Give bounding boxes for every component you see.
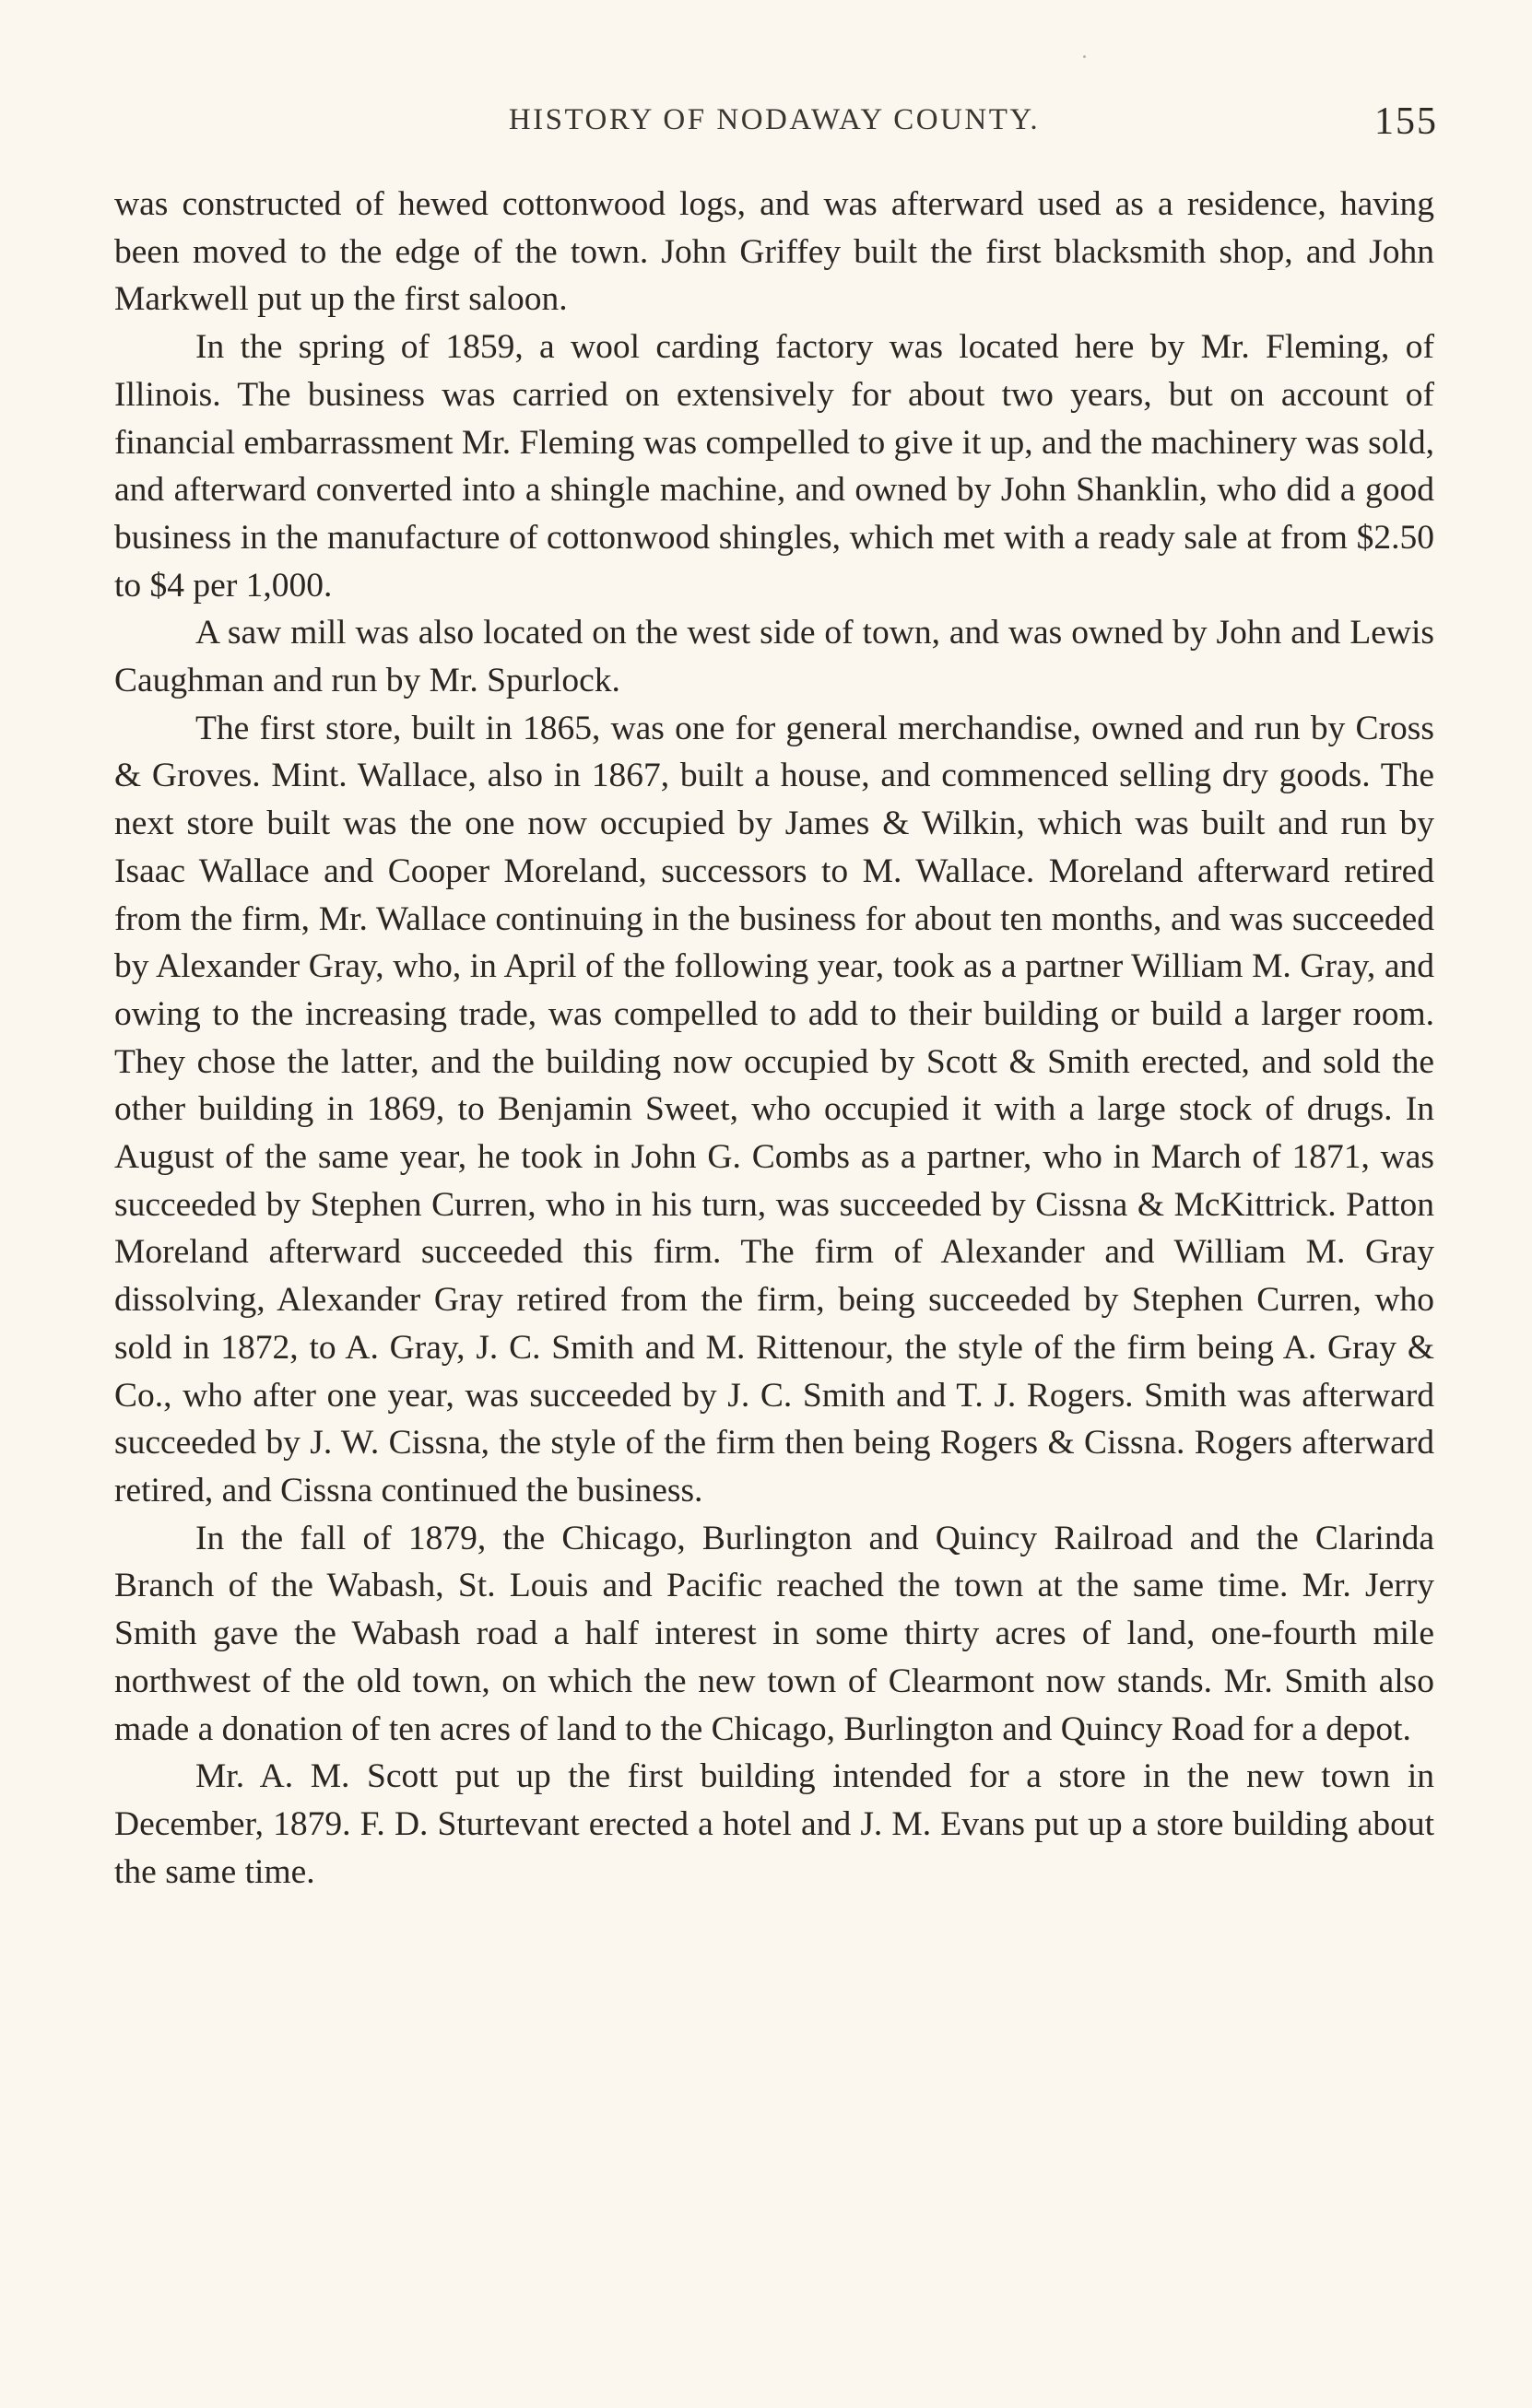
- paper-speck: [1083, 55, 1086, 58]
- running-title: HISTORY OF NODAWAY COUNTY.: [508, 103, 1041, 136]
- body-text: [114, 181, 1434, 1896]
- paragraph-continued: was constructed of hewed cottonwood logs, and was afterward used as a residence, having been moved to the edge of the town. John Griffey built the first blacksmith shop, and John Markwell put up the first saloon.: [114, 185, 1434, 319]
- paragraph-saw-mill: A saw mill was also located on the west side of town, and was owned by John and Lewis Caughman and run by Mr. Spurlock.: [114, 614, 1434, 700]
- paragraph-first-store: The first store, built in 1865, was one for general merchandise, owned and run by Cross & Groves. Mint. Wallace, also in 1867, built a house, and commenced selling dry goods. The next store built was the one now occupied by James & Wilkin, which was built and run by Isaac Wallace and Cooper Moreland, successors to M. Wallace. Moreland afterward retired from the firm, Mr. Wallace continuing in the business for about ten months, and was succeeded by Alexander Gray, who, in April of the following year, took as a partner William M. Gray, and owing to the increasing trade, was compelled to add to their building or build a larger room. They chose the latter, and the building now occupied by Scott & Smith erected, and sold the other building in 1869, to Benjamin Sweet, who occupied it with a large stock of drugs. In August of the same year, he took in John G. Combs as a partner, who in March of 1871, was succeeded by Stephen Curren, who in his turn, was succeeded by Cissna & McKittrick. Patton Moreland afterward succeeded this firm. The firm of Alexander and William M. Gray dissolving, Alexander Gray retired from the firm, being succeeded by Stephen Curren, who sold in 1872, to A. Gray, J. C. Smith and M. Rittenour, the style of the firm being A. Gray & Co., who after one year, was succeeded by J. C. Smith and T. J. Rogers. Smith was afterward succeeded by J. W. Cissna, the style of the firm then being Rogers & Cissna. Rogers afterward retired, and Cissna continued the business.: [114, 709, 1434, 1509]
- paragraph-railroad: In the fall of 1879, the Chicago, Burlington and Quincy Railroad and the Clarinda Branch of the Wabash, St. Louis and Pacific reached the town at the same time. Mr. Jerry Smith gave the Wabash road a half interest in some thirty acres of land, one-fourth mile northwest of the old town, on which the new town of Clearmont now stands. Mr. Smith also made a donation of ten acres of land to the Chicago, Burlington and Quincy Road for a depot.: [114, 1519, 1434, 1748]
- running-head: [111, 100, 1438, 159]
- page-number: 155: [1374, 100, 1438, 143]
- paragraph-new-town: Mr. A. M. Scott put up the first building intended for a store in the new town in December, 1879. F. D. Sturtevant erected a hotel and J. M. Evans put up a store building about the same time.: [114, 1757, 1434, 1891]
- paragraph-carding-factory: In the spring of 1859, a wool carding factory was located here by Mr. Fleming, of Illinois. The business was carried on extensively for about two years, but on account of financial embarrassment Mr. Fleming was compelled to give it up, and the machinery was sold, and afterward converted into a shingle machine, and owned by John Shanklin, who did a good business in the manufacture of cottonwood shingles, which met with a ready sale at from $2.50 to $4 per 1,000.: [114, 328, 1434, 605]
